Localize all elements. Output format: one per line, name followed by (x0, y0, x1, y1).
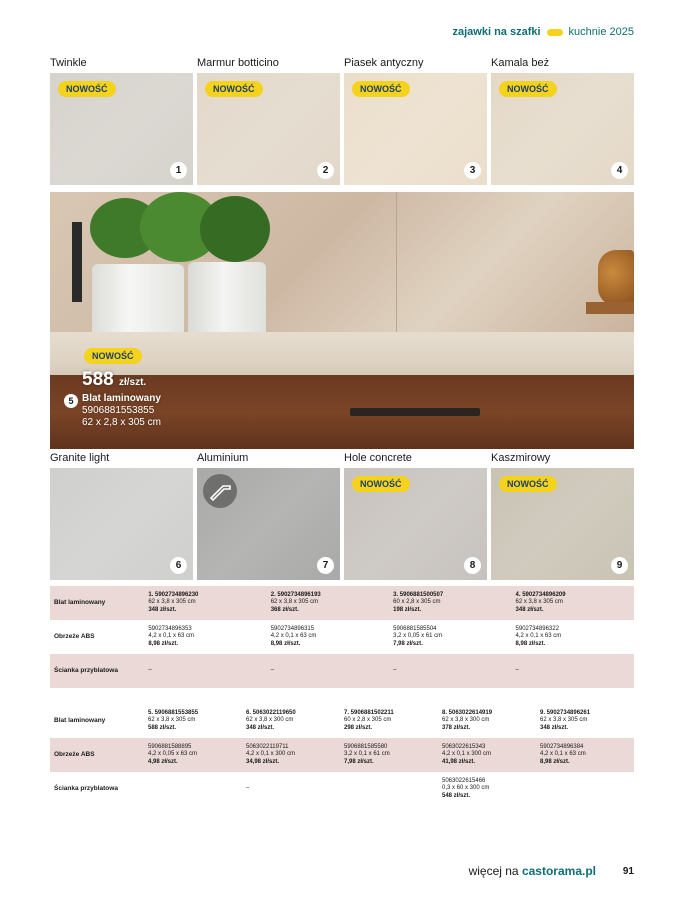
row-label: Ścianka przyblatowa (50, 654, 144, 688)
table-row (50, 620, 634, 654)
material-number: 8 (464, 557, 481, 574)
footer-brand: castorama.pl (521, 864, 596, 878)
table-cell (340, 772, 438, 806)
cell-code: 5902734896315 (270, 625, 315, 632)
promo-new-badge: NOWOŚĆ (84, 348, 142, 364)
aluminium-edge-icon (203, 474, 237, 508)
page-header (453, 26, 635, 38)
material-number: 7 (317, 557, 334, 574)
cell-code: 1. 5902734896230 (148, 591, 199, 598)
promo-dims: 62 x 2,8 x 305 cm (82, 417, 161, 428)
cell-price: 8,98 zł/szt. (515, 640, 546, 647)
table-cell (340, 738, 438, 772)
new-badge: NOWOŚĆ (205, 81, 263, 97)
footer-link[interactable] (469, 864, 596, 878)
cabinet-handle (350, 408, 480, 416)
table-cell (536, 738, 634, 772)
table-cell (438, 704, 536, 738)
material-name: Kamala beż (491, 57, 550, 69)
yellow-pill-icon (547, 29, 563, 36)
cell-dims: 3,2 x 0,05 x 61 cm (393, 633, 443, 640)
new-badge: NOWOŚĆ (58, 81, 116, 97)
promo-price-unit: zł/szt. (118, 377, 147, 388)
row-label: Ścianka przyblatowa (50, 772, 144, 806)
material-number: 2 (317, 162, 334, 179)
header-catalog: kuchnie 2025 (568, 26, 634, 38)
cell-price: 7,98 zł/szt. (393, 640, 423, 647)
new-badge: NOWOŚĆ (352, 81, 410, 97)
material-name: Twinkle (50, 57, 87, 69)
cell-dims: 60 x 2,8 x 305 cm (344, 717, 392, 724)
wall-joint (396, 192, 397, 332)
cell-price: 8,98 zł/szt. (270, 640, 301, 647)
table-cell (267, 620, 389, 654)
promo-product-name: Blat laminowany (82, 393, 161, 404)
cell-price: 198 zł/szt. (393, 606, 422, 613)
cell-price: 378 zł/szt. (442, 724, 471, 731)
cell-code: 4. 5902734896209 (515, 591, 566, 598)
material-swatch (50, 468, 193, 580)
cell-dims: 4,2 x 0,1 x 63 cm (148, 633, 195, 640)
material-tile (50, 56, 193, 176)
cell-code: 5. 5906881553855 (148, 709, 199, 716)
material-swatch (491, 468, 634, 580)
cell-code: 5906881585504 (393, 625, 437, 632)
table-cell (242, 704, 340, 738)
cell-code: 5902734896353 (148, 625, 192, 632)
promo-number: 5 (64, 394, 78, 408)
row-label: Obrzeże ABS (50, 620, 144, 654)
cell-code: – (148, 667, 152, 674)
cell-price: 41,98 zł/szt. (442, 758, 476, 765)
new-badge: NOWOŚĆ (352, 476, 410, 492)
table-cell (389, 620, 511, 654)
material-tile (197, 451, 340, 571)
cell-code: 2. 5902734896193 (270, 591, 321, 598)
table-row (50, 704, 634, 738)
cell-dims: 62 x 3,8 x 300 cm (442, 717, 490, 724)
material-tile (197, 56, 340, 176)
cell-dims: 60 x 2,8 x 305 cm (393, 599, 441, 606)
cell-dims: 62 x 3,8 x 305 cm (270, 599, 319, 606)
table-cell (144, 772, 242, 806)
row-label: Blat laminowany (50, 586, 144, 620)
header-section: zajawki na szafki (452, 26, 541, 38)
table-cell (144, 620, 266, 654)
cutting-board (586, 302, 634, 314)
cell-code: 9. 5902734896261 (540, 709, 591, 716)
bread-loaf (598, 250, 634, 306)
cell-dims: 4,2 x 0,1 x 300 cm (442, 751, 492, 758)
cell-code: – (393, 667, 397, 674)
promo-price (82, 370, 161, 393)
row-label: Blat laminowany (50, 704, 144, 738)
cell-dims: 4,2 x 0,1 x 63 cm (515, 633, 562, 640)
cell-price: 8,98 zł/szt. (540, 758, 570, 765)
cell-dims: 4,2 x 0,1 x 300 cm (246, 751, 296, 758)
cell-code: 5902734896322 (515, 625, 559, 632)
table-cell (340, 704, 438, 738)
material-swatch (197, 468, 340, 580)
material-tile (50, 451, 193, 571)
material-tile (491, 56, 634, 176)
cell-code: 5906881585580 (344, 743, 388, 750)
footer-prefix: więcej na (468, 864, 519, 878)
cell-price: 298 zł/szt. (344, 724, 373, 731)
table-cell (512, 586, 634, 620)
material-swatch (491, 73, 634, 185)
promo-box (64, 346, 161, 429)
table-cell (438, 772, 536, 806)
material-number: 4 (611, 162, 628, 179)
table-cell (267, 654, 389, 688)
material-tile (491, 451, 634, 571)
material-number: 1 (170, 162, 187, 179)
cell-code: 5906881588895 (148, 743, 192, 750)
cell-price: 8,98 zł/szt. (148, 640, 178, 647)
cell-dims: 0,3 x 60 x 300 cm (442, 785, 490, 792)
cell-code: 7. 5906881502211 (344, 709, 394, 716)
material-number: 3 (464, 162, 481, 179)
cell-dims: 62 x 3,8 x 305 cm (148, 717, 196, 724)
table-cell (512, 620, 634, 654)
cell-price: 548 zł/szt. (442, 792, 471, 799)
material-swatch (344, 73, 487, 185)
cell-code: – (515, 667, 519, 674)
plant-leaves (200, 196, 270, 262)
table-cell (389, 586, 511, 620)
cell-price: 368 zł/szt. (270, 606, 299, 613)
material-name: Piasek antyczny (344, 57, 424, 69)
cell-code: 5063022615466 (442, 777, 486, 784)
cell-price: 348 zł/szt. (246, 724, 275, 731)
table-cell (144, 704, 242, 738)
row-label: Obrzeże ABS (50, 738, 144, 772)
cell-price: 7,98 zł/szt. (344, 758, 374, 765)
material-name: Hole concrete (344, 452, 412, 464)
cell-dims: 4,2 x 0,1 x 63 cm (540, 751, 586, 758)
material-swatch (197, 73, 340, 185)
cell-code: 8. 5063022614919 (442, 709, 493, 716)
cell-code: 5063022615343 (442, 743, 486, 750)
spec-table-1 (50, 586, 634, 688)
material-tile (344, 451, 487, 571)
cell-code: 6. 5063022119650 (246, 709, 296, 716)
material-name: Granite light (50, 452, 110, 464)
cell-dims: 4,2 x 0,05 x 63 cm (148, 751, 198, 758)
table-cell (242, 738, 340, 772)
page-number: 91 (622, 866, 634, 877)
spec-table-2 (50, 704, 634, 806)
cell-dims: 4,2 x 0,1 x 63 cm (270, 633, 317, 640)
table-row (50, 772, 634, 806)
cell-code: 3. 5906881500507 (393, 591, 444, 598)
cell-price: 348 zł/szt. (515, 606, 544, 613)
table-cell (512, 654, 634, 688)
table-row (50, 586, 634, 620)
table-row (50, 654, 634, 688)
material-swatch (344, 468, 487, 580)
material-name: Kaszmirowy (491, 452, 551, 464)
table-cell (144, 738, 242, 772)
window-frame (72, 222, 82, 302)
table-cell (536, 772, 634, 806)
cell-price: 348 zł/szt. (148, 606, 177, 613)
cell-price: 4,98 zł/szt. (148, 758, 178, 765)
promo-details (64, 393, 161, 429)
table-cell (438, 738, 536, 772)
table-cell (242, 772, 340, 806)
cell-code: 5063022119711 (246, 743, 289, 750)
cell-code: – (246, 785, 250, 792)
cell-dims: 62 x 3,8 x 305 cm (515, 599, 563, 606)
material-number: 6 (170, 557, 187, 574)
new-badge: NOWOŚĆ (499, 476, 557, 492)
cell-price: 348 zł/szt. (540, 724, 569, 731)
cell-dims: 62 x 3,8 x 300 cm (246, 717, 294, 724)
material-name: Marmur botticino (197, 57, 279, 69)
cell-dims: 62 x 3,8 x 305 cm (540, 717, 588, 724)
cell-price: 34,98 zł/szt. (246, 758, 280, 765)
material-swatch (50, 73, 193, 185)
promo-lines (82, 393, 161, 429)
table-cell (267, 586, 389, 620)
table-cell (389, 654, 511, 688)
table-cell (144, 586, 266, 620)
material-tile (344, 56, 487, 176)
cell-dims: 3,2 x 0,1 x 61 cm (344, 751, 390, 758)
cell-price: 588 zł/szt. (148, 724, 177, 731)
new-badge: NOWOŚĆ (499, 81, 557, 97)
material-name: Aluminium (197, 452, 249, 464)
table-cell (536, 704, 634, 738)
table-row (50, 738, 634, 772)
material-number: 9 (611, 557, 628, 574)
promo-ean: 5906881553855 (82, 405, 155, 416)
table-cell (144, 654, 266, 688)
cell-code: – (270, 667, 275, 674)
cell-code: 5902734896384 (540, 743, 584, 750)
promo-price-value: 588 (82, 369, 114, 390)
cell-dims: 62 x 3,8 x 305 cm (148, 599, 196, 606)
